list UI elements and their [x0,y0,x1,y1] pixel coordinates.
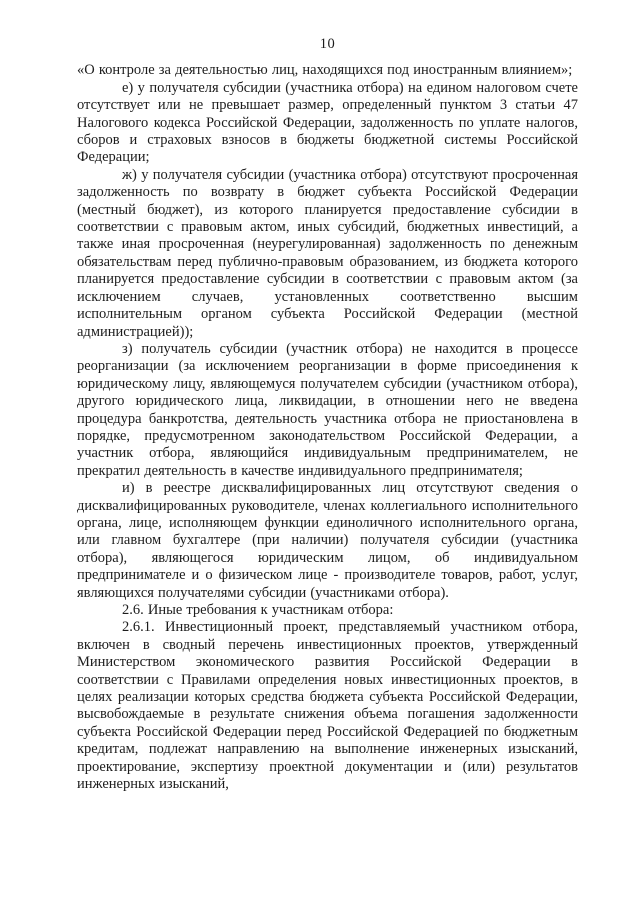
paragraph: и) в реестре дисквалифицированных лиц отсутствуют сведения о дисквалифицированных руководителе, членах коллегиального исполнительного органа, лице, исполняющем функции единоличного исполнительного органа, или главном бухгалтере (при наличии) получателя субсидии (участника отбора), являющегося юридическим лицом, об индивидуальном предпринимателе и о физическом лице - производителе товаров, работ, услуг, являющихся получателями субсидии (участниками отбора). [77,480,578,601]
document-body [77,62,578,793]
page-number: 10 [319,36,336,52]
paragraph: е) у получателя субсидии (участника отбора) на едином налоговом счете отсутствует или не превышает размер, определенный пунктом 3 статьи 47 Налогового кодекса Российской Федерации, задолженность по уплате налогов, сборов и страховых взносов в бюджеты бюджетной системы Российской Федерации; [77,79,578,166]
paragraph: «О контроле за деятельностью лиц, находящихся под иностранным влиянием»; [77,62,573,79]
paragraph: з) получатель субсидии (участник отбора) не находится в процессе реорганизации (за исключением реорганизации в форме присоединения к юридическому лицу, являющемуся получателем субсидии (участником отбора), другого юридического лица, ликвидации, в отношении него не введена процедура банкротства, деятельность участника отбора не приостановлена в порядке, предусмотренном законодательством Российской Федерации, а участник отбора, являющийся индивидуальным предпринимателем, не прекратил деятельность в качестве индивидуального предпринимателя; [77,340,578,479]
paragraph: ж) у получателя субсидии (участника отбора) отсутствуют просроченная задолженность по возврату в бюджет субъекта Российской Федерации (местный бюджет), из которого планируется предоставление субсидии в соответствии с правовым актом, иных субсидий, бюджетных инвестиций, а также иная просроченная (неурегулированная) задолженность по денежным обязательствам перед публично-правовым образованием, из бюджета которого планируется предоставление субсидии в соответствии с правовым актом (за исключением случаев, установленных соответственно высшим исполнительным органом субъекта Российской Федерации (местной администрацией)); [77,166,578,340]
paragraph: 2.6. Иные требования к участникам отбора: [122,602,394,618]
paragraph: 2.6.1. Инвестиционный проект, представляемый участником отбора, включен в сводный перечень инвестиционных проектов, утвержденный Министерством экономического развития Российской Федерации в соответствии с Правилами определения новых инвестиционных проектов, в целях реализации которых средства бюджета субъекта Российской Федерации, высвобождаемые в результате снижения объема погашения задолженности субъекта Российской Федерации перед Российской Федерацией по бюджетным кредитам, подлежат направлению на выполнение инженерных изысканий, проектирование, экспертизу проектной документации и (или) результатов инженерных изысканий, [77,619,578,793]
